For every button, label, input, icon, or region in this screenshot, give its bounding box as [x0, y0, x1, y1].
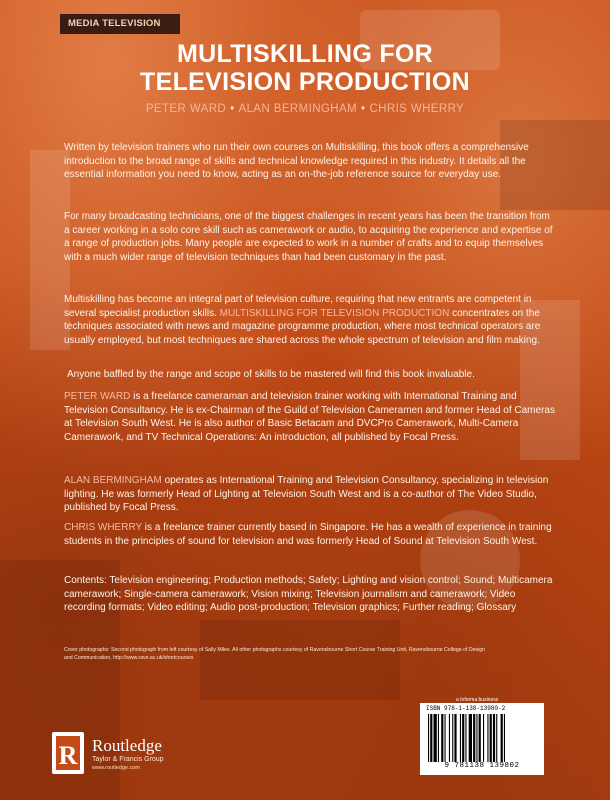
- author-separator: •: [230, 103, 235, 115]
- blurb-paragraph-3: [64, 293, 556, 347]
- publisher-url: www.routledge.com: [92, 765, 140, 771]
- barcode-bar: [487, 714, 488, 762]
- bio-text: is a freelance cameraman and television trainer working with International Training and Television Consultancy. He is ex-Chairman of the Guild of Television Cameramen and former Head of Cameras at Television South West. He is also author of Basic Betacam and DVCPro Camerawork, Multi-Camera Camerawork, and TV Technical Operations: An introduction, all published by Focal Press.: [64, 391, 555, 443]
- publisher-name: Routledge: [92, 736, 162, 755]
- barcode-bar: [445, 714, 446, 762]
- bio-text: operates as International Training and Television Consultancy, specializing in television lighting. He was formerly Head of Lighting at Television South West and is a co-author of The Video Studio, published by Focal Press.: [64, 475, 549, 514]
- barcode-bar: [449, 714, 450, 762]
- blurb-paragraph-2: For many broadcasting technicians, one of the biggest challenges in recent years has been the transition from a career working in a solo core skill such as camerawork or audio, to acquiring the experience and expertise of a range of production jobs. Many people are expected to work in a number of crafts and to equip themselves with a much wider range of television techniques than had been customary in the past.: [64, 211, 553, 263]
- barcode-bar: [465, 714, 466, 762]
- barcode-bar: [462, 714, 464, 762]
- barcode-bar: [473, 714, 475, 762]
- barcode: [420, 703, 544, 775]
- barcode-bar: [438, 714, 439, 762]
- bio-author-name: ALAN BERMINGHAM: [64, 475, 162, 486]
- barcode-bar: [501, 714, 503, 762]
- book-title-line-2: TELEVISION PRODUCTION: [140, 68, 470, 96]
- publisher-logo: [50, 730, 170, 778]
- barcode-bar: [496, 714, 497, 762]
- cover-credits: Cover photographs: Second photograph from left courtesy of Sally Miles. All other photographs courtesy of Ravensbourne Short Course Training Unit, Ravensbourne College of Design and Communication, http://www.rave.ac.uk/shortcourses: [64, 647, 485, 661]
- series-label: MEDIA TELEVISION: [60, 14, 180, 34]
- book-title-line-1: MULTISKILLING FOR: [177, 40, 433, 68]
- routledge-mark-icon: [50, 730, 86, 776]
- blurb-paragraph-4: Anyone baffled by the range and scope of skills to be mastered will find this book invaluable.: [67, 369, 475, 380]
- barcode-bar: [476, 714, 477, 762]
- isbn-label: ISBN 978-1-138-13980-2: [426, 705, 506, 712]
- barcode-bar: [441, 714, 443, 762]
- barcode-bar: [469, 714, 472, 762]
- barcode-bar: [460, 714, 461, 762]
- imprint-letter: R: [58, 741, 78, 770]
- blurb-paragraph-1: Written by television trainers who run their own courses on Multiskilling, this book offers a comprehensive introduction to the broad range of skills and technical knowledge required in this industry. It details all the essential information you need to know, acting as an on-the-job reference source for everyday use.: [64, 142, 529, 181]
- bio-author-name: PETER WARD: [64, 391, 131, 402]
- inline-book-title: MULTISKILLING FOR TELEVISION PRODUCTION: [219, 307, 450, 319]
- author-bio-ward: [64, 390, 556, 444]
- author-name: PETER WARD: [145, 103, 227, 115]
- barcode-bar: [428, 714, 429, 762]
- barcode-bars: [428, 714, 536, 762]
- barcode-bar: [430, 714, 432, 762]
- barcode-bar: [483, 714, 484, 762]
- barcode-bar: [504, 714, 505, 762]
- isbn-number: 9 781138 139802: [444, 762, 520, 770]
- author-bio-bermingham: [64, 474, 556, 515]
- barcode-bar: [434, 714, 437, 762]
- barcode-bar: [490, 714, 492, 762]
- paragraph-text: concentrates on the techniques associated with news and magazine programme production, where most technical operators are usually employed, but most techniques are shared across the whole spectrum of television and film making.: [64, 307, 541, 346]
- author-bio-wherry: [64, 521, 556, 548]
- contents-list: Contents: Television engineering; Production methods; Safety; Lighting and vision control; Sound; Multicamera camerawork; Single-camera camerawork; Vision mixing; Television journalism and camerawork; Video recording formats; Video editing; Audio post-production; Television graphics; Further reading; Glossary: [64, 575, 553, 614]
- bio-text: is a freelance trainer currently based in Singapore. He has a wealth of experience in training students in the principles of sound for television and was formerly Head of Sound at Television South West.: [64, 522, 552, 547]
- barcode-bar: [454, 714, 456, 762]
- barcode-bar: [493, 714, 495, 762]
- barcode-bar: [452, 714, 453, 762]
- author-line: [0, 103, 610, 115]
- paragraph-text: Multiskilling has become an integral part of television culture, requiring that new entrants are competent in several specialist production skills.: [64, 294, 532, 319]
- publisher-group: Taylor & Francis Group: [92, 756, 164, 763]
- informa-caption: a Informa business: [456, 697, 499, 703]
- bio-author-name: CHRIS WHERRY: [64, 522, 142, 533]
- author-name: ALAN BERMINGHAM: [238, 103, 358, 115]
- author-separator: •: [361, 103, 366, 115]
- barcode-bar: [479, 714, 481, 762]
- author-name: CHRIS WHERRY: [369, 103, 465, 115]
